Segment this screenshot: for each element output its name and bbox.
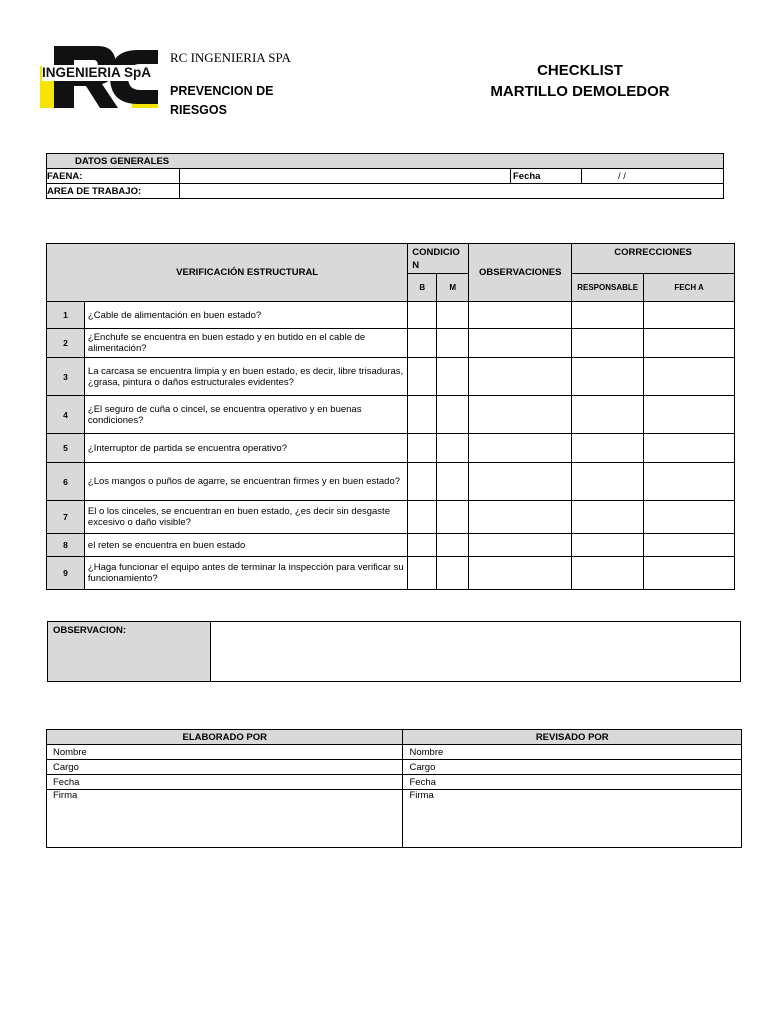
cell-b[interactable] xyxy=(408,501,437,534)
cell-observaciones[interactable] xyxy=(469,302,572,329)
title-line-1: CHECKLIST xyxy=(537,62,623,79)
table-row xyxy=(47,534,735,557)
table-row xyxy=(47,463,735,501)
row-number: 4 xyxy=(47,396,85,434)
cell-b[interactable] xyxy=(408,302,437,329)
checklist-table xyxy=(46,243,735,590)
header-verificacion: VERIFICACIÓN ESTRUCTURAL xyxy=(47,244,408,302)
elaborado-cargo[interactable]: Cargo xyxy=(47,760,403,775)
row-question: El o los cinceles, se encuentran en buen estado, ¿es decir sin desgaste excesivo o daño visible? xyxy=(84,501,407,534)
row-question: el reten se encuentra en buen estado xyxy=(84,534,407,557)
cell-b[interactable] xyxy=(408,463,437,501)
cell-fecha[interactable] xyxy=(644,396,735,434)
row-question: ¿Cable de alimentación en buen estado? xyxy=(84,302,407,329)
elaborado-firma[interactable]: Firma xyxy=(47,790,403,848)
fecha-label: Fecha xyxy=(511,169,582,184)
elaborado-nombre[interactable]: Nombre xyxy=(47,745,403,760)
row-number: 9 xyxy=(47,557,85,590)
header-fecha: FECH A xyxy=(644,274,735,302)
cell-m[interactable] xyxy=(437,557,469,590)
area-label: AREA DE TRABAJO: xyxy=(47,184,180,199)
revisado-fecha[interactable]: Fecha xyxy=(403,775,742,790)
revisado-cargo[interactable]: Cargo xyxy=(403,760,742,775)
cell-observaciones[interactable] xyxy=(469,434,572,463)
cell-m[interactable] xyxy=(437,396,469,434)
general-data-title: DATOS GENERALES xyxy=(47,154,724,169)
row-question: ¿Interruptor de partida se encuentra operativo? xyxy=(84,434,407,463)
fecha-field[interactable]: / / xyxy=(582,169,724,184)
cell-responsable[interactable] xyxy=(572,463,644,501)
cell-responsable[interactable] xyxy=(572,358,644,396)
revisado-nombre[interactable]: Nombre xyxy=(403,745,742,760)
row-question: ¿Enchufe se encuentra en buen estado y en butido en el cable de alimentación? xyxy=(84,329,407,358)
observation-label: OBSERVACION: xyxy=(47,621,211,682)
table-row xyxy=(47,557,735,590)
department-name: PREVENCION DE RIESGOS xyxy=(170,84,274,117)
row-question: ¿Haga funcionar el equipo antes de terminar la inspección para verificar su funcionamiento? xyxy=(84,557,407,590)
title-line-2: MARTILLO DEMOLEDOR xyxy=(490,83,670,100)
row-number: 8 xyxy=(47,534,85,557)
cell-observaciones[interactable] xyxy=(469,463,572,501)
row-question: ¿El seguro de cuña o cincel, se encuentra operativo y en buenas condiciones? xyxy=(84,396,407,434)
general-data-table xyxy=(46,153,724,199)
table-row xyxy=(47,329,735,358)
row-number: 5 xyxy=(47,434,85,463)
header-observaciones: OBSERVACIONES xyxy=(469,244,572,302)
cell-responsable[interactable] xyxy=(572,329,644,358)
area-field[interactable] xyxy=(180,184,724,199)
elaborado-fecha[interactable]: Fecha xyxy=(47,775,403,790)
cell-m[interactable] xyxy=(437,534,469,557)
observation-section xyxy=(47,621,742,684)
revisado-firma[interactable]: Firma xyxy=(403,790,742,848)
cell-responsable[interactable] xyxy=(572,501,644,534)
cell-b[interactable] xyxy=(408,329,437,358)
cell-observaciones[interactable] xyxy=(469,534,572,557)
logo-text: INGENIERIA SpA xyxy=(42,65,156,81)
row-question: La carcasa se encuentra limpia y en buen estado, es decir, libre trisaduras,¿grasa, pintura o daños estructurales evidentes? xyxy=(84,358,407,396)
cell-observaciones[interactable] xyxy=(469,329,572,358)
cell-fecha[interactable] xyxy=(644,329,735,358)
cell-responsable[interactable] xyxy=(572,434,644,463)
cell-fecha[interactable] xyxy=(644,534,735,557)
cell-observaciones[interactable] xyxy=(469,557,572,590)
cell-m[interactable] xyxy=(437,434,469,463)
cell-b[interactable] xyxy=(408,557,437,590)
table-row xyxy=(47,434,735,463)
cell-observaciones[interactable] xyxy=(469,396,572,434)
cell-b[interactable] xyxy=(408,434,437,463)
cell-b[interactable] xyxy=(408,534,437,557)
faena-label: FAENA: xyxy=(47,169,180,184)
header-m: M xyxy=(437,274,469,302)
cell-m[interactable] xyxy=(437,358,469,396)
cell-m[interactable] xyxy=(437,501,469,534)
row-question: ¿Los mangos o puños de agarre, se encuentran firmes y en buen estado? xyxy=(84,463,407,501)
header-responsable: RESPONSABLE xyxy=(572,274,644,302)
cell-observaciones[interactable] xyxy=(469,501,572,534)
cell-observaciones[interactable] xyxy=(469,358,572,396)
table-row xyxy=(47,302,735,329)
cell-fecha[interactable] xyxy=(644,434,735,463)
elaborado-header: ELABORADO POR xyxy=(47,730,403,745)
cell-m[interactable] xyxy=(437,302,469,329)
cell-responsable[interactable] xyxy=(572,302,644,329)
faena-field[interactable] xyxy=(180,169,511,184)
observation-field[interactable] xyxy=(211,621,741,682)
header-b: B xyxy=(408,274,437,302)
signatures-table xyxy=(46,729,742,848)
cell-responsable[interactable] xyxy=(572,534,644,557)
revisado-header: REVISADO POR xyxy=(403,730,742,745)
table-row xyxy=(47,358,735,396)
header-correcciones: CORRECCIONES xyxy=(572,244,735,274)
cell-b[interactable] xyxy=(408,358,437,396)
header-condicion: CONDICIO N xyxy=(408,244,469,274)
row-number: 6 xyxy=(47,463,85,501)
row-number: 2 xyxy=(47,329,85,358)
table-row xyxy=(47,501,735,534)
cell-fecha[interactable] xyxy=(644,358,735,396)
table-row xyxy=(47,396,735,434)
cell-m[interactable] xyxy=(437,329,469,358)
cell-m[interactable] xyxy=(437,463,469,501)
cell-b[interactable] xyxy=(408,396,437,434)
cell-fecha[interactable] xyxy=(644,557,735,590)
cell-fecha[interactable] xyxy=(644,501,735,534)
cell-responsable[interactable] xyxy=(572,396,644,434)
document-title xyxy=(470,60,690,102)
cell-fecha[interactable] xyxy=(644,302,735,329)
cell-responsable[interactable] xyxy=(572,557,644,590)
cell-fecha[interactable] xyxy=(644,463,735,501)
row-number: 1 xyxy=(47,302,85,329)
row-number: 7 xyxy=(47,501,85,534)
company-name: RC INGENIERIA SPA xyxy=(170,50,291,65)
row-number: 3 xyxy=(47,358,85,396)
